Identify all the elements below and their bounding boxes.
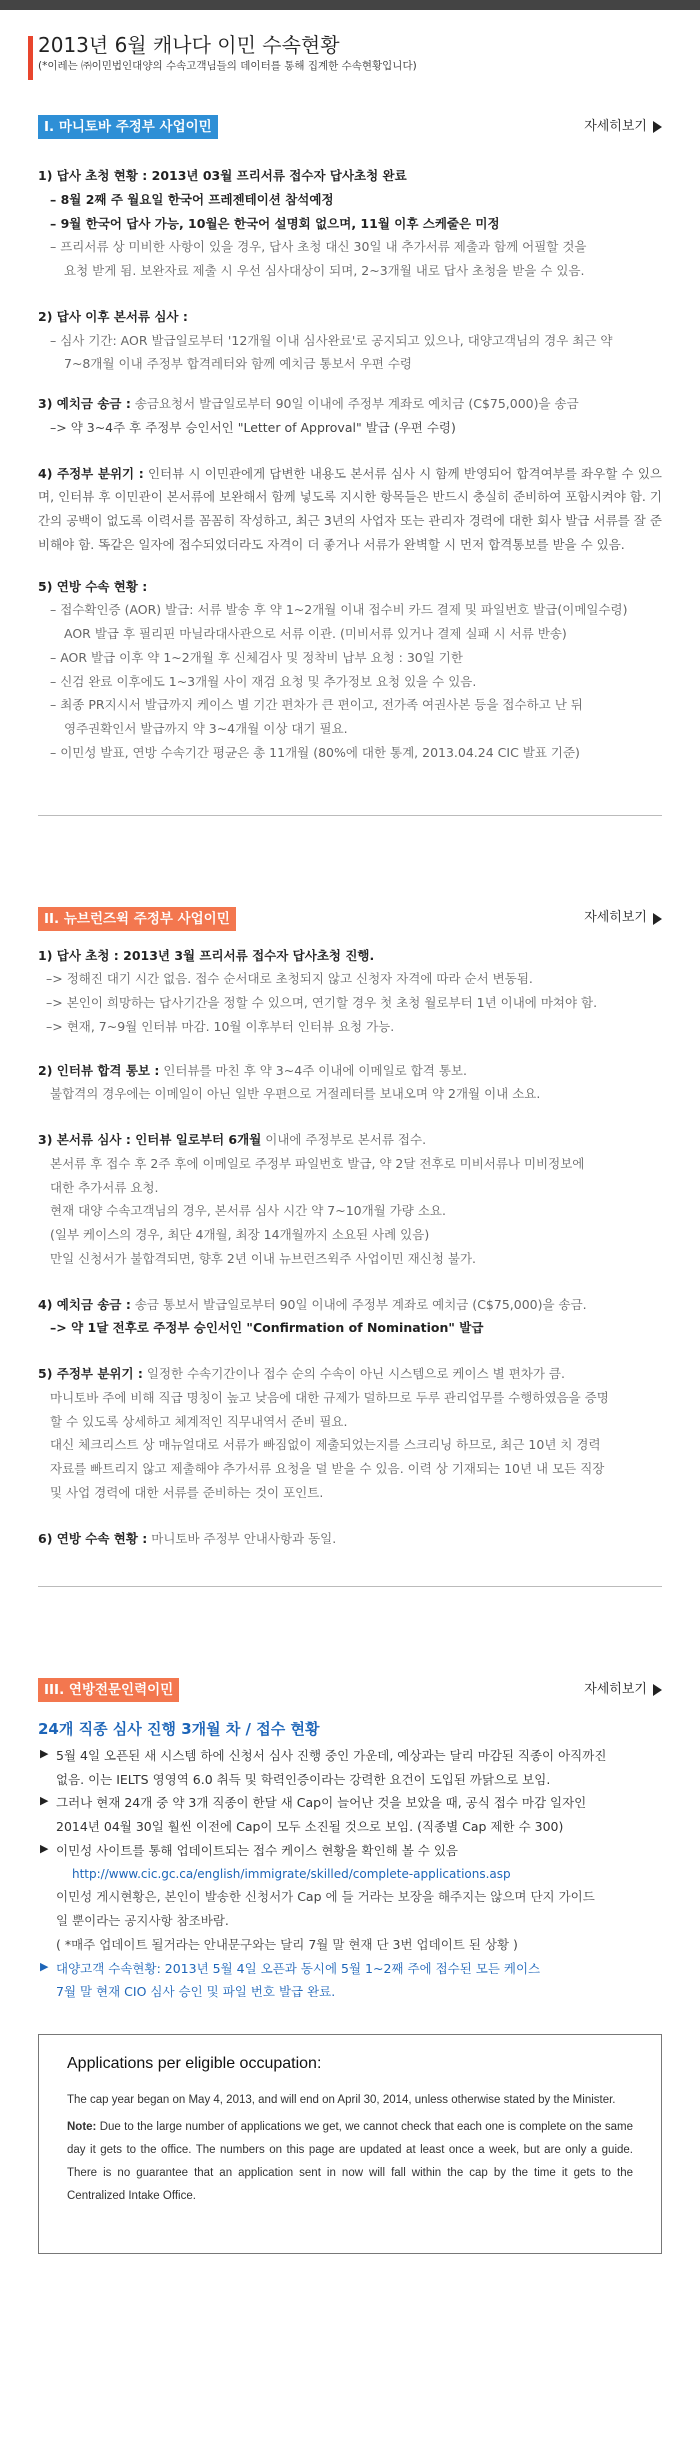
section-new-brunswick [38,904,662,1551]
item-title: 4) 주정부 분위기 : [38,465,144,481]
bullet-line: 대양고객 수속현황: 2013년 5월 4일 오픈과 동시에 5월 1~2째 주에 접수된 모든 케이스 [56,1960,541,1976]
bullet-line: 없음. 이는 IELTS 영영역 6.0 취득 및 학력인증이라는 강력한 요건이 도입된 까닭으로 보임. [56,1771,551,1787]
notice-line: 이민성 게시현황은, 본인이 발송한 신청서가 Cap 에 들 거라는 보장을 해주지는 않으며 단지 가이드 [56,1889,595,1905]
item-line: 만일 신청서가 불합격되면, 향후 2년 이내 뉴브런즈윅주 사업이민 재신청 불가. [50,1250,476,1266]
play-icon: ▶ [40,1794,49,1808]
item-title: 3) 본서류 심사 : 인터뷰 일로부터 6개월 [38,1132,262,1147]
item-title: 1) 답사 초청 현황 : 2013년 03월 프리서류 접수자 답사초청 완료 [38,168,407,183]
item-line: –> 약 3~4주 후 주정부 승인서인 "Letter of Approval" 발급 (우편 수령) [50,419,456,435]
more-link-manitoba[interactable] [584,115,662,140]
item-line: – 이민성 발표, 연방 수속기간 평균은 총 11개월 (80%에 대한 통계, 2013.04.24 CIC 발표 기준) [50,744,580,760]
section-head [38,112,662,142]
nb-item-1 [38,944,662,1039]
box-paragraph: The cap year began on May 4, 2013, and will end on April 30, 2014, unless otherwise stated by the Minister. [67,2094,616,2107]
nb-item-6 [38,1527,662,1551]
section-tag-federal: III. 연방전문인력이민 [38,1678,179,1702]
item-title: 5) 연방 수속 현황 : [38,578,148,594]
item-line: – 심사 기간: AOR 발급일로부터 '12개월 이내 심사완료'로 공지되고 있으나, 대양고객님의 경우 최근 약 [50,332,613,348]
item-title: 3) 예치금 송금 : [38,396,131,411]
title-accent-bar [28,36,33,80]
nb-item-5 [38,1362,662,1505]
item-line: 할 수 있도록 상세하고 체계적인 직무내역서 준비 필요. [50,1413,348,1429]
item-line: 대신 체크리스트 상 매뉴얼대로 서류가 빠짐없이 제출되었는지를 스크리닝 하므로, 최근 10년 치 경력 [50,1437,601,1453]
section-head [38,904,662,934]
item-line: – 9월 한국어 답사 가능, 10월은 한국어 설명회 없으며, 11월 이후 스케줄은 미정 [50,215,500,231]
item-title: 1) 답사 초청 : 2013년 3월 프리서류 접수자 답사초청 진행. [38,947,375,963]
item-line: 7~8개월 이내 주정부 합격레터와 함께 예치금 통보서 우편 수령 [64,356,412,372]
item-line: – 8월 2째 주 월요일 한국어 프레젠테이션 참석예정 [50,191,334,207]
item-line: 및 사업 경력에 대한 서류를 준비하는 것이 포인트. [50,1484,324,1500]
section-tag-manitoba: I. 마니토바 주정부 사업이민 [38,115,218,139]
page-title: 2013년 6월 캐나다 이민 수속현황 [38,33,340,57]
more-label: 자세히보기 [584,118,647,134]
item-title: 2) 인터뷰 합격 통보 : [38,1062,160,1078]
top-bar [0,0,700,10]
play-icon [653,913,662,925]
play-icon [653,121,662,133]
item-text: 인터뷰를 마친 후 약 3~4주 이내에 이메일로 합격 통보. [159,1062,467,1078]
item-line: AOR 발급 후 필리핀 마닐라대사관으로 서류 이관. (미비서류 있거나 결제 실패 시 서류 반송) [64,626,567,641]
note-text: Due to the large number of applications we get, we cannot check that each one is complete on the same day it gets to the office. The numbers on this page are updated at least once a week, but are only a guide. There is no guarantee that an application sent in now will fall within the cap by the time it gets to the Centralized Intake Office. [67,2121,633,2203]
more-label: 자세히보기 [584,910,647,926]
item-title: 5) 주정부 분위기 : [38,1366,143,1381]
item-line: 현재 대양 수속고객님의 경우, 본서류 심사 시간 약 7~10개월 가량 소요. [50,1203,446,1219]
federal-bullet-2 [38,1791,662,1839]
manitoba-item-1 [38,164,662,283]
section-divider [38,815,662,816]
section-manitoba [38,112,662,765]
item-text: 인터뷰 시 이민관에게 답변한 내용도 본서류 심사 시 함께 반영되어 합격여부를 좌우할 수 있으며, 인터뷰 후 이민관이 본서류에 보완해서 함께 넣도록 지시한 항목들은 반드시 충실히 준비하여 포함시켜야 함. 기간의 공백이 없도록 이력서를 꼼꼼히 작성하고, 최근 3년의 사업자 또는 관리자 경력에 대한 회사 발급 서류를 잘 준비해야 함. 똑같은 일자에 접수되었더라도 자격이 더 좋거나 서류가 완벽할 시 먼저 합격통보를 받을 수 있음. [38,465,662,552]
item-text: 송금 통보서 발급일로부터 90일 이내에 주정부 계좌로 예치금 (C$75,000)을 송금. [130,1296,587,1312]
federal-headline: 24개 직종 심사 진행 3개월 차 / 접수 현황 [38,1720,320,1739]
manitoba-item-3 [38,392,662,440]
item-line: – 접수확인증 (AOR) 발급: 서류 발송 후 약 1~2개월 이내 접수비 카드 결제 및 파일번호 발급(이메일수령) [50,602,628,618]
item-text: 일정한 수속기간이나 접수 순의 수속이 아닌 시스템으로 케이스 별 편차가 큼. [142,1366,565,1381]
item-line: – 프리서류 상 미비한 사항이 있을 경우, 답사 초청 대신 30일 내 추가서류 제출과 함께 어필할 것을 [50,239,587,255]
more-label: 자세히보기 [584,1681,647,1697]
page-subtitle: (*이레는 ㈜이민법인대양의 수속고객님들의 데이터를 통해 집계한 수속현황입니다) [38,60,417,72]
play-icon: ▶ [40,1841,49,1855]
item-title: 6) 연방 수속 현황 : [38,1530,148,1546]
notice-line: 일 뿐이라는 공지사항 참조바람. [56,1913,229,1929]
more-link-federal[interactable] [584,1678,662,1703]
play-icon: ▶ [40,1746,49,1760]
item-line: –> 현재, 7~9월 인터뷰 마감. 10월 이후부터 인터뷰 요청 가능. [46,1018,395,1034]
item-title: 4) 예치금 송금 : [38,1296,131,1312]
item-line: – AOR 발급 이후 약 1~2개월 후 신체검사 및 정착비 납부 요청 : 30일 기한 [50,649,463,665]
more-link-new-brunswick[interactable] [584,906,662,931]
item-title: 2) 답사 이후 본서류 심사 : [38,308,188,324]
play-icon [653,1684,662,1696]
item-line: –> 본인이 희망하는 답사기간을 정할 수 있으며, 연기할 경우 첫 초청 월로부터 1년 이내에 마쳐야 함. [46,995,598,1010]
item-line: – 신검 완료 이후에도 1~3개월 사이 재검 요청 및 추가정보 요청 있을 수 있음. [50,673,477,689]
section-federal-skilled [38,1675,662,2004]
section-tag-new-brunswick: II. 뉴브런즈윅 주정부 사업이민 [38,907,236,931]
nb-item-4 [38,1293,662,1341]
bullet-line: 이민성 사이트를 통해 업데이트되는 접수 케이스 현황을 확인해 볼 수 있음 [56,1842,458,1858]
section-head [38,1675,662,1705]
notice-line: ( *매주 업데이트 될거라는 안내문구와는 달리 7월 말 현재 단 3번 업데이트 된 상황 ) [56,1936,518,1952]
nb-item-2 [38,1059,662,1107]
item-line: 불합격의 경우에는 이메일이 아닌 일반 우편으로 거절레터를 보내오며 약 2개월 이내 소요. [50,1086,541,1102]
note-label: Note: [67,2121,97,2134]
item-line: 영주권확인서 발급까지 약 3~4개월 이상 대기 필요. [64,721,348,736]
item-line: – 최종 PR지시서 발급까지 케이스 별 기간 편차가 큰 편이고, 전가족 여권사본 등을 접수하고 난 뒤 [50,697,583,713]
manitoba-item-5 [38,575,662,765]
box-note [67,2116,633,2208]
federal-bullet-3 [38,1839,662,1863]
section-divider [38,1586,662,1587]
play-icon: ▶ [40,1959,49,1973]
federal-bullet-1 [38,1744,662,1792]
item-line: 대한 추가서류 요청. [50,1179,159,1195]
manitoba-item-2 [38,305,662,376]
bullet-line: 5월 4일 오픈된 새 시스템 하에 신청서 심사 진행 중인 가운데, 예상과는 달리 마감된 직종이 아직까진 [56,1747,607,1763]
bullet-line: 2014년 04월 30일 훨씬 이전에 Cap이 모두 소진될 것으로 보임. (직종별 Cap 제한 수 300) [56,1819,564,1834]
nb-item-3 [38,1128,662,1271]
cic-notice-box [38,2034,662,2254]
bullet-line: 그러나 현재 24개 중 약 3개 직종이 한달 새 Cap이 늘어난 것을 보았을 때, 공식 접수 마감 일자인 [56,1795,587,1811]
item-line: 자료를 빠트리지 않고 제출해야 추가서류 요청을 덜 받을 수 있음. 이력 상 기재되는 10년 내 모든 직장 [50,1461,605,1476]
box-title: Applications per eligible occupation: [67,2055,322,2073]
item-line: (일부 케이스의 경우, 최단 4개월, 최장 14개월까지 소요된 사례 있음) [50,1227,430,1242]
item-text: 송금요청서 발급일로부터 90일 이내에 주정부 계좌로 예치금 (C$75,000)을 송금 [130,396,579,411]
item-line: 본서류 후 접수 후 2주 후에 이메일로 주정부 파일번호 발급, 약 2달 전후로 미비서류나 미비정보에 [50,1155,585,1171]
bullet-line: 7월 말 현재 CIO 심사 승인 및 파일 번호 발급 완료. [56,1984,336,2000]
item-line: –> 약 1달 전후로 주정부 승인서인 "Confirmation of Nomination" 발급 [50,1320,484,1336]
manitoba-item-4 [38,462,662,557]
page-header [0,10,700,94]
item-line: 요청 받게 됨. 보완자료 제출 시 우선 심사대상이 되며, 2~3개월 내로 답사 초청을 받을 수 있음. [64,263,585,278]
cic-link[interactable]: http://www.cic.gc.ca/english/immigrate/skilled/complete-applications.asp [72,1866,511,1881]
item-text: 마니토바 주정부 안내사항과 동일. [147,1530,337,1546]
item-line: 마니토바 주에 비해 직급 명칭이 높고 낮음에 대한 규제가 덜하므로 두루 관리업무를 수행하였음을 증명 [50,1389,609,1405]
federal-bullet-4 [38,1957,662,2005]
item-line: –> 정해진 대기 시간 없음. 접수 순서대로 초청되지 않고 신청자 자격에 따라 순서 변동됨. [46,971,533,987]
item-text: 이내에 주정부로 본서류 접수. [261,1132,427,1147]
